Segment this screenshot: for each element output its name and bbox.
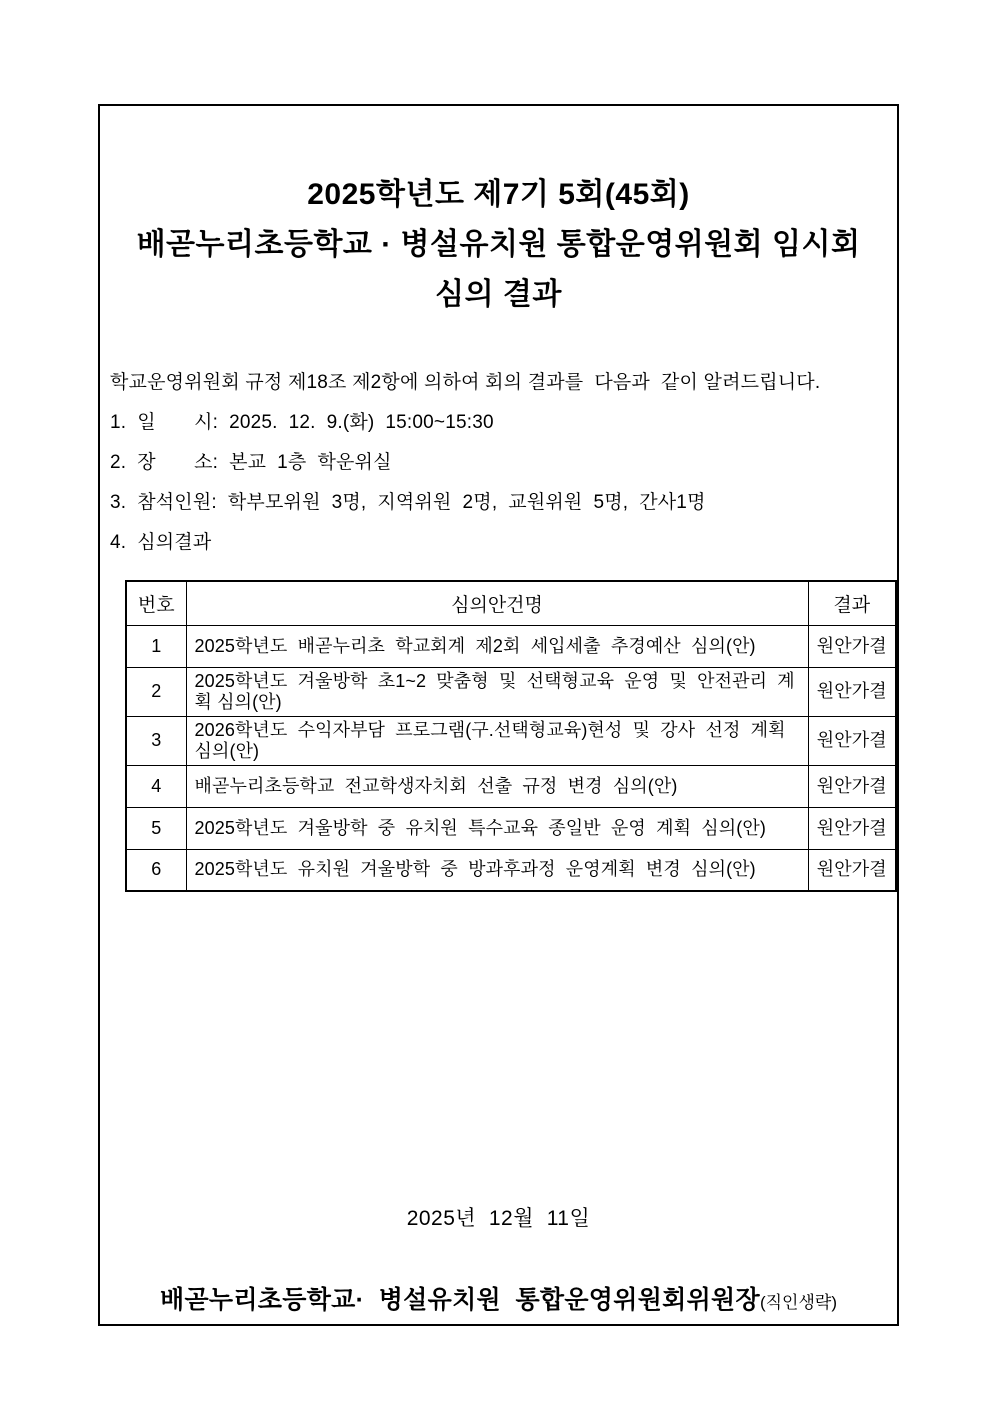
row-result: 원안가결 — [808, 765, 896, 807]
column-header-result: 결과 — [808, 581, 896, 625]
column-header-agenda: 심의안건명 — [186, 581, 808, 625]
row-agenda: 배곧누리초등학교 전교학생자치회 선출 규정 변경 심의(안) — [186, 765, 808, 807]
column-header-number: 번호 — [126, 581, 186, 625]
row-number: 3 — [126, 716, 186, 765]
table-row — [126, 625, 896, 667]
document-page-border — [98, 104, 899, 1326]
meeting-datetime-item: 1. 일 시: 2025. 12. 9.(화) 15:00~15:30 — [110, 412, 494, 433]
row-result: 원안가결 — [808, 807, 896, 849]
table-header-row — [126, 581, 896, 625]
signature-line — [100, 1280, 897, 1316]
row-number: 6 — [126, 849, 186, 891]
row-result: 원안가결 — [808, 667, 896, 716]
row-number: 2 — [126, 667, 186, 716]
row-agenda: 2025학년도 유치원 겨울방학 중 방과후과정 운영계획 변경 심의(안) — [186, 849, 808, 891]
meeting-place-item: 2. 장 소: 본교 1층 학운위실 — [110, 452, 392, 473]
row-result: 원안가결 — [808, 716, 896, 765]
meeting-attendees-item: 3. 참석인원: 학부모위원 3명, 지역위원 2명, 교원위원 5명, 간사1명 — [110, 492, 706, 513]
row-number: 1 — [126, 625, 186, 667]
table-row — [126, 667, 896, 716]
row-agenda: 2025학년도 겨울방학 초1~2 맞춤형 및 선택형교육 운영 및 안전관리 계획 심의(안) — [186, 667, 808, 716]
review-results-heading: 4. 심의결과 — [110, 532, 212, 553]
table-row — [126, 849, 896, 891]
signature-title: 배곧누리초등학교· 병설유치원 통합운영위원회위원장 — [160, 1286, 760, 1314]
document-date: 2025년 12월 11일 — [406, 1207, 591, 1230]
row-agenda: 2026학년도 수익자부담 프로그램(구.선택형교육)현성 및 강사 선정 계획심의(안) — [186, 716, 808, 765]
signature-seal-omitted-note: (직인생략) — [759, 1293, 837, 1312]
row-agenda: 2025학년도 배곧누리초 학교회계 제2회 세입세출 추경예산 심의(안) — [186, 625, 808, 667]
table-row — [126, 716, 896, 765]
row-result: 원안가결 — [808, 849, 896, 891]
title-line-result: 심의 결과 — [435, 278, 562, 311]
document-content — [100, 170, 897, 1388]
table-row — [126, 765, 896, 807]
row-result: 원안가결 — [808, 625, 896, 667]
title-line-session: 2025학년도 제7기 5회(45회) — [307, 178, 690, 211]
document-title — [110, 170, 887, 320]
title-line-school: 배곧누리초등학교 · 병설유치원 통합운영위원회 임시회 — [136, 228, 861, 261]
row-agenda: 2025학년도 겨울방학 중 유치원 특수교육 종일반 운영 계획 심의(안) — [186, 807, 808, 849]
row-number: 4 — [126, 765, 186, 807]
table-row — [126, 807, 896, 849]
review-results-table — [125, 580, 897, 892]
intro-text: 학교운영위원회 규정 제18조 제2항에 의하여 회의 결과를 다음과 같이 알려드립니다. — [110, 372, 821, 393]
row-number: 5 — [126, 807, 186, 849]
